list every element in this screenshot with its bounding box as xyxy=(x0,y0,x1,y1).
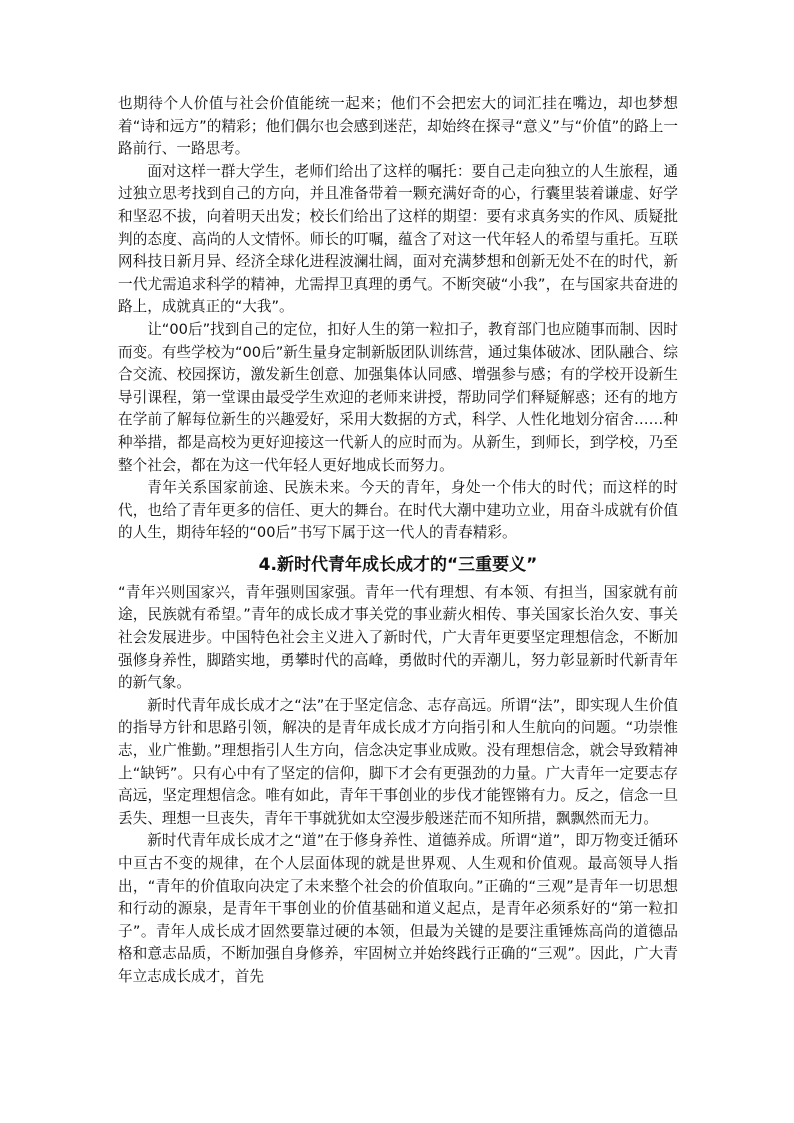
paragraph-4: 青年关系国家前途、民族未来。今天的青年，身处一个伟大的时代；而这样的时代，也给了青年更多的信任、更大的舞台。在时代大潮中建功立业，用奋斗成就有价值的人生，期待年轻的“00后”书写下属于这一代人的青春精彩。 xyxy=(118,479,678,542)
paragraph-6: 新时代青年成长成才之“法”在于坚定信念、志存高远。所谓“法”，即实现人生价值的指导方针和思路引领，解决的是青年成长成才方向指引和人生航向的问题。“功崇惟志，业广惟勤。”理想指引人生方向，信念决定事业成败。没有理想信念，就会导致精神上“缺钙”。只有心中有了坚定的信仰，脚下才会有更强劲的力量。广大青年一定要志存高远，坚定理想信念。唯有如此，青年干事创业的步伐才能铿锵有力。反之，信念一旦丢失、理想一旦丧失，青年干事就犹如太空漫步般迷茫而不知所措，飘飘然而无力。 xyxy=(118,696,678,827)
paragraph-7: 新时代青年成长成才之“道”在于修身养性、道德养成。所谓“道”，即万物变迁循环中亘古不变的规律，在个人层面体现的就是世界观、人生观和价值观。最高领导人指出，“青年的价值取向决定了未来整个社会的价值取向。”正确的“三观”是青年一切思想和行动的源泉，是青年干事创业的价值基础和道义起点，是青年必须系好的“第一粒扣子”。青年人成长成才固然要靠过硬的本领，但最为关键的是要注重锤炼高尚的道德品格和意志品质，不断加强自身修养，牢固树立并始终践行正确的“三观”。因此，广大青年立志成长成才，首先 xyxy=(118,832,678,985)
paragraph-5: “青年兴则国家兴，青年强则国家强。青年一代有理想、有本领、有担当，国家就有前途，民族就有希望。”青年的成长成才事关党的事业薪火相传、事关国家长治久安、事关社会发展进步。中国特色社会主义进入了新时代，广大青年更要坚定理想信念，不断加强修身养性，脚踏实地，勇攀时代的高峰，勇做时代的弄潮儿，努力彰显新时代新青年的新气象。 xyxy=(118,583,678,692)
paragraph-1: 也期待个人价值与社会价值能统一起来；他们不会把宏大的词汇挂在嘴边，却也梦想着“诗和远方”的精彩；他们偶尔也会感到迷茫，却始终在探寻“意义”与“价值”的路上一路前行、一路思考。 xyxy=(118,95,678,158)
paragraph-3: 让“00后”找到自己的定位，扣好人生的第一粒扣子，教育部门也应随事而制、因时而变。有些学校为“00后”新生量身定制新版团队训练营，通过集体破冰、团队融合、综合交流、校园探访，激发新生创意、加强集体认同感、增强参与感；有的学校开设新生导引课程，第一堂课由最受学生欢迎的老师来讲授，帮助同学们释疑解惑；还有的地方在学前了解每位新生的兴趣爱好，采用大数据的方式，科学、人性化地划分宿舍……种种举措，都是高校为更好迎接这一代新人的应时而为。从新生，到师长，到学校，乃至整个社会，都在为这一代年轻人更好地成长而努力。 xyxy=(118,320,678,474)
section-heading: 4.新时代青年成长成才的“三重要义” xyxy=(258,554,538,575)
document-page xyxy=(118,93,678,989)
paragraph-2: 面对这样一群大学生，老师们给出了这样的嘱托：要自己走向独立的人生旅程，通过独立思考找到自己的方向，并且准备带着一颗充满好奇的心，行囊里装着谦虚、好学和坚忍不拔，向着明天出发；校长们给出了这样的期望：要有求真务实的作风、质疑批判的态度、高尚的人文情怀。师长的叮嘱，蕴含了对这一代年轻人的希望与重托。互联网科技日新月异、经济全球化进程波澜壮阔，面对充满梦想和创新无处不在的时代，新一代尤需追求科学的精神，尤需捍卫真理的勇气。不断突破“小我”，在与国家共奋进的路上，成就真正的“大我”。 xyxy=(118,162,678,316)
